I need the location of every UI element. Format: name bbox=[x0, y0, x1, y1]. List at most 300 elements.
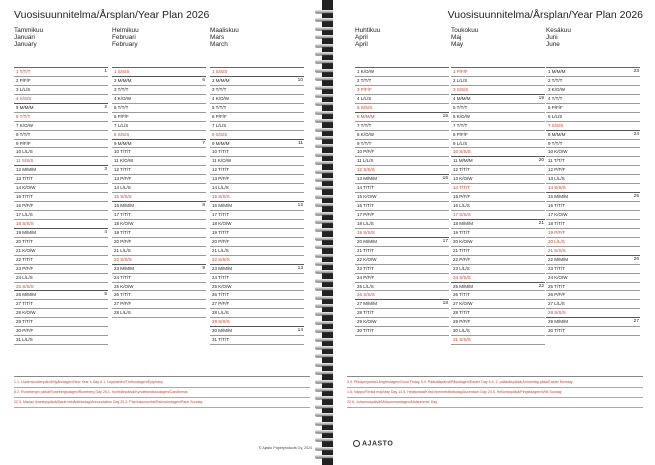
month-name-fi: Helmikuu bbox=[112, 27, 139, 34]
day-label: 4 K/O/W bbox=[114, 95, 132, 101]
day-row[interactable] bbox=[355, 274, 449, 283]
day-row[interactable] bbox=[112, 247, 206, 256]
day-row[interactable] bbox=[210, 122, 304, 131]
day-row[interactable] bbox=[355, 265, 449, 274]
day-row[interactable] bbox=[546, 157, 640, 166]
day-row[interactable] bbox=[210, 202, 304, 211]
week-number: 15 bbox=[442, 113, 448, 119]
day-row[interactable] bbox=[451, 291, 545, 300]
month-column bbox=[546, 27, 640, 336]
day-row[interactable] bbox=[355, 300, 449, 309]
day-row[interactable] bbox=[546, 202, 640, 211]
day-row[interactable] bbox=[355, 318, 449, 327]
day-row[interactable] bbox=[210, 148, 304, 157]
day-row[interactable] bbox=[112, 157, 206, 166]
day-row[interactable] bbox=[14, 175, 108, 184]
day-row[interactable] bbox=[451, 184, 545, 193]
week-number: 7 bbox=[202, 140, 205, 146]
day-label: 10 T/T/T bbox=[212, 149, 229, 155]
day-row[interactable] bbox=[14, 202, 108, 211]
week-number: 8 bbox=[202, 203, 205, 209]
day-row[interactable] bbox=[112, 265, 206, 274]
day-label: 20 P/F/F bbox=[212, 238, 230, 244]
day-row[interactable] bbox=[112, 193, 206, 202]
day-label: 22 M/M/M bbox=[548, 256, 569, 262]
day-label: 30 T/T/T bbox=[357, 328, 374, 334]
day-row[interactable] bbox=[210, 157, 304, 166]
day-label: 22 P/F/F bbox=[453, 256, 471, 262]
day-row[interactable] bbox=[451, 166, 545, 175]
day-row[interactable] bbox=[546, 247, 640, 256]
day-label: 24 L/L/S bbox=[16, 274, 33, 280]
day-row[interactable] bbox=[210, 86, 304, 95]
day-row[interactable] bbox=[14, 157, 108, 166]
day-row[interactable] bbox=[112, 220, 206, 229]
month-header bbox=[451, 27, 545, 67]
day-label: 7 L/L/S bbox=[114, 122, 129, 128]
day-label: 14 T/T/T bbox=[357, 185, 374, 191]
day-label: 6 K/O/W bbox=[453, 113, 471, 119]
day-row[interactable] bbox=[546, 68, 640, 77]
day-row[interactable] bbox=[451, 247, 545, 256]
day-label: 5 T/T/T bbox=[114, 104, 129, 110]
day-row[interactable] bbox=[355, 309, 449, 318]
day-row[interactable] bbox=[210, 327, 304, 336]
day-row[interactable] bbox=[355, 131, 449, 140]
day-row[interactable] bbox=[14, 86, 108, 95]
month-name-sv: Juni bbox=[546, 34, 558, 42]
day-row[interactable] bbox=[210, 309, 304, 318]
day-label: 24 P/F/F bbox=[357, 274, 375, 280]
day-row[interactable] bbox=[451, 274, 545, 283]
day-row[interactable] bbox=[451, 309, 545, 318]
day-label: 4 M/M/M bbox=[453, 95, 471, 101]
day-row[interactable] bbox=[14, 327, 108, 336]
day-row[interactable] bbox=[451, 283, 545, 292]
day-row[interactable] bbox=[112, 148, 206, 157]
day-label: 28 L/L/S bbox=[114, 310, 131, 316]
day-label: 8 S/S/S bbox=[114, 131, 130, 137]
day-label: 11 L/L/S bbox=[357, 158, 374, 164]
day-row[interactable] bbox=[451, 327, 545, 336]
day-label: 30 T/T/T bbox=[548, 328, 565, 334]
day-row[interactable] bbox=[355, 166, 449, 175]
day-label: 2 L/L/S bbox=[453, 77, 468, 83]
day-row[interactable] bbox=[355, 86, 449, 95]
day-label: 14 T/T/T bbox=[453, 185, 470, 191]
day-label: 7 K/O/W bbox=[16, 122, 34, 128]
day-row[interactable] bbox=[546, 77, 640, 86]
day-row[interactable] bbox=[210, 220, 304, 229]
day-row[interactable] bbox=[210, 300, 304, 309]
day-row[interactable] bbox=[546, 95, 640, 104]
day-row[interactable] bbox=[14, 256, 108, 265]
day-row[interactable] bbox=[14, 193, 108, 202]
week-number: 22 bbox=[538, 283, 544, 289]
day-label: 22 S/S/S bbox=[212, 256, 230, 262]
day-row[interactable] bbox=[355, 77, 449, 86]
day-row[interactable] bbox=[210, 193, 304, 202]
day-row[interactable] bbox=[355, 175, 449, 184]
day-label: 17 K/O/W bbox=[548, 212, 568, 217]
day-row[interactable] bbox=[210, 104, 304, 113]
day-row[interactable] bbox=[451, 318, 545, 327]
day-list bbox=[112, 67, 206, 318]
week-number: 25 bbox=[633, 194, 639, 200]
day-row[interactable] bbox=[546, 256, 640, 265]
day-row[interactable] bbox=[112, 131, 206, 140]
day-row[interactable] bbox=[14, 300, 108, 309]
day-label: 5 M/M/M bbox=[16, 104, 34, 110]
day-row[interactable] bbox=[546, 238, 640, 247]
day-label: 12 T/T/T bbox=[453, 167, 470, 173]
day-label: 10 K/O/W bbox=[548, 149, 568, 155]
day-row[interactable] bbox=[451, 211, 545, 220]
day-label: 15 M/M/M bbox=[548, 194, 569, 200]
day-row[interactable] bbox=[546, 113, 640, 122]
day-row[interactable] bbox=[210, 256, 304, 265]
day-row[interactable] bbox=[112, 256, 206, 265]
day-row[interactable] bbox=[451, 113, 545, 122]
day-label: 13 M/M/M bbox=[357, 176, 378, 182]
day-label: 12 T/T/T bbox=[114, 167, 131, 173]
day-row[interactable] bbox=[210, 247, 304, 256]
day-row[interactable] bbox=[14, 220, 108, 229]
day-label: 11 M/M/M bbox=[453, 158, 473, 164]
month-name-en: April bbox=[355, 41, 368, 49]
day-row[interactable] bbox=[112, 274, 206, 283]
day-label: 7 T/T/T bbox=[453, 122, 468, 128]
day-row[interactable] bbox=[14, 95, 108, 104]
day-row[interactable] bbox=[210, 140, 304, 149]
day-label: 17 L/L/S bbox=[16, 212, 33, 217]
day-label: 16 M/M/M bbox=[212, 203, 233, 209]
day-row[interactable] bbox=[14, 238, 108, 247]
day-row[interactable] bbox=[546, 184, 640, 193]
day-row[interactable] bbox=[546, 229, 640, 238]
day-row[interactable] bbox=[451, 157, 545, 166]
day-label: 5 S/S/S bbox=[357, 104, 373, 110]
day-row[interactable] bbox=[355, 291, 449, 300]
day-label: 28 K/O/W bbox=[16, 310, 36, 316]
day-row[interactable] bbox=[355, 211, 449, 220]
day-row[interactable] bbox=[14, 229, 108, 238]
day-row[interactable] bbox=[451, 229, 545, 238]
day-row[interactable] bbox=[14, 77, 108, 86]
day-row[interactable] bbox=[112, 104, 206, 113]
month-name-en: June bbox=[546, 41, 560, 49]
day-label: 6 M/M/M bbox=[357, 113, 375, 119]
day-label: 16 T/T/T bbox=[548, 203, 565, 209]
day-row[interactable] bbox=[355, 283, 449, 292]
day-row[interactable] bbox=[355, 148, 449, 157]
day-row[interactable] bbox=[112, 166, 206, 175]
day-row[interactable] bbox=[14, 113, 108, 122]
day-label: 24 S/S/S bbox=[453, 274, 471, 280]
day-row[interactable] bbox=[112, 86, 206, 95]
month-column bbox=[355, 27, 449, 336]
day-row[interactable] bbox=[355, 256, 449, 265]
day-label: 24 K/O/W bbox=[548, 274, 568, 280]
day-row[interactable] bbox=[546, 122, 640, 131]
day-label: 9 M/M/M bbox=[212, 140, 230, 146]
day-label: 22 K/O/W bbox=[357, 256, 377, 262]
day-row[interactable] bbox=[546, 175, 640, 184]
day-label: 12 S/S/S bbox=[357, 167, 375, 173]
day-label: 7 L/L/S bbox=[212, 122, 227, 128]
day-row[interactable] bbox=[451, 336, 545, 345]
month-name-fi: Toukokuu bbox=[451, 27, 479, 34]
day-row[interactable] bbox=[210, 274, 304, 283]
week-number: 10 bbox=[297, 77, 303, 83]
day-row[interactable] bbox=[355, 202, 449, 211]
week-number: 4 bbox=[104, 229, 107, 235]
day-label: 27 K/O/W bbox=[453, 301, 473, 307]
day-row[interactable] bbox=[112, 309, 206, 318]
day-label: 23 T/T/T bbox=[548, 265, 565, 271]
day-row[interactable] bbox=[546, 220, 640, 229]
day-row[interactable] bbox=[451, 68, 545, 77]
month-header bbox=[546, 27, 640, 67]
day-row[interactable] bbox=[355, 229, 449, 238]
day-row[interactable] bbox=[112, 122, 206, 131]
day-label: 28 L/L/S bbox=[212, 310, 229, 316]
day-row[interactable] bbox=[210, 318, 304, 327]
day-label: 19 T/T/T bbox=[212, 229, 229, 235]
day-label: 12 M/M/M bbox=[16, 167, 37, 173]
day-row[interactable] bbox=[451, 193, 545, 202]
day-label: 29 S/S/S bbox=[212, 319, 230, 325]
day-row[interactable] bbox=[355, 238, 449, 247]
brand-name: AJASTO bbox=[362, 440, 394, 448]
day-label: 9 L/L/S bbox=[453, 140, 468, 146]
day-row[interactable] bbox=[14, 283, 108, 292]
day-label: 5 T/T/T bbox=[453, 104, 468, 110]
day-row[interactable] bbox=[112, 238, 206, 247]
day-row[interactable] bbox=[546, 166, 640, 175]
day-row[interactable] bbox=[355, 220, 449, 229]
day-row[interactable] bbox=[355, 68, 449, 77]
day-row[interactable] bbox=[112, 202, 206, 211]
month-name-sv: Februari bbox=[112, 34, 136, 42]
day-row[interactable] bbox=[355, 113, 449, 122]
day-label: 11 T/T/T bbox=[548, 158, 565, 164]
day-row[interactable] bbox=[14, 122, 108, 131]
day-label: 4 T/T/T bbox=[548, 95, 563, 101]
holiday-line: 6.2. Runebergin päivä/Runebergsdagen/Runeberg Day 25.1. Kynttilänpäivä/Kyndelsmässodagen/Candlemas bbox=[14, 387, 310, 398]
day-row[interactable] bbox=[355, 122, 449, 131]
day-row[interactable] bbox=[355, 184, 449, 193]
day-label: 1 T/T/T bbox=[16, 69, 31, 74]
day-row[interactable] bbox=[451, 238, 545, 247]
day-row[interactable] bbox=[451, 131, 545, 140]
week-number: 5 bbox=[104, 292, 107, 298]
day-row[interactable] bbox=[14, 265, 108, 274]
day-row[interactable] bbox=[546, 140, 640, 149]
day-row[interactable] bbox=[355, 157, 449, 166]
holiday-notes bbox=[14, 376, 310, 404]
day-row[interactable] bbox=[112, 113, 206, 122]
day-label: 20 P/F/F bbox=[114, 238, 132, 244]
day-row[interactable] bbox=[451, 86, 545, 95]
day-label: 23 L/L/S bbox=[453, 265, 470, 271]
day-row[interactable] bbox=[546, 131, 640, 140]
day-label: 8 K/O/W bbox=[357, 131, 375, 137]
ajasto-logo-icon bbox=[353, 440, 360, 447]
day-row[interactable] bbox=[112, 95, 206, 104]
day-label: 28 S/S/S bbox=[548, 310, 566, 316]
day-row[interactable] bbox=[112, 291, 206, 300]
day-row[interactable] bbox=[546, 309, 640, 318]
day-row[interactable] bbox=[210, 113, 304, 122]
day-label: 16 L/L/S bbox=[453, 203, 470, 209]
day-row[interactable] bbox=[210, 238, 304, 247]
day-row[interactable] bbox=[210, 291, 304, 300]
day-label: 8 S/S/S bbox=[212, 131, 228, 137]
week-number: 19 bbox=[538, 95, 544, 101]
day-row[interactable] bbox=[546, 211, 640, 220]
week-number: 21 bbox=[538, 220, 544, 226]
day-row[interactable] bbox=[112, 211, 206, 220]
day-label: 9 T/T/T bbox=[357, 140, 372, 146]
day-label: 1 S/S/S bbox=[114, 69, 130, 74]
day-row[interactable] bbox=[210, 283, 304, 292]
day-label: 7 T/T/T bbox=[357, 122, 372, 128]
day-row[interactable] bbox=[546, 274, 640, 283]
day-row[interactable] bbox=[14, 211, 108, 220]
day-row[interactable] bbox=[355, 247, 449, 256]
day-row[interactable] bbox=[451, 140, 545, 149]
day-row[interactable] bbox=[451, 175, 545, 184]
day-row[interactable] bbox=[14, 104, 108, 113]
day-row[interactable] bbox=[546, 148, 640, 157]
day-row[interactable] bbox=[210, 131, 304, 140]
month-name-fi: Huhtikuu bbox=[355, 27, 381, 34]
day-row[interactable] bbox=[355, 193, 449, 202]
day-row[interactable] bbox=[210, 77, 304, 86]
day-label: 12 P/F/F bbox=[548, 167, 566, 173]
day-row[interactable] bbox=[112, 140, 206, 149]
day-row[interactable] bbox=[355, 327, 449, 336]
day-label: 26 P/F/F bbox=[548, 292, 566, 298]
day-row[interactable] bbox=[112, 68, 206, 77]
day-row[interactable] bbox=[112, 175, 206, 184]
day-row[interactable] bbox=[210, 166, 304, 175]
day-row[interactable] bbox=[546, 265, 640, 274]
day-row[interactable] bbox=[546, 291, 640, 300]
day-row[interactable] bbox=[451, 77, 545, 86]
day-row[interactable] bbox=[546, 86, 640, 95]
day-row[interactable] bbox=[451, 104, 545, 113]
week-number: 1 bbox=[104, 69, 107, 74]
day-list bbox=[355, 67, 449, 336]
day-row[interactable] bbox=[112, 77, 206, 86]
holiday-notes bbox=[347, 376, 643, 404]
day-row[interactable] bbox=[210, 211, 304, 220]
day-label: 7 S/S/S bbox=[548, 122, 564, 128]
day-label: 13 P/F/F bbox=[212, 176, 230, 182]
day-row[interactable] bbox=[14, 68, 108, 77]
day-row[interactable] bbox=[546, 318, 640, 327]
day-row[interactable] bbox=[112, 184, 206, 193]
day-row[interactable] bbox=[451, 202, 545, 211]
day-row[interactable] bbox=[14, 166, 108, 175]
day-row[interactable] bbox=[14, 140, 108, 149]
day-row[interactable] bbox=[112, 283, 206, 292]
month-name-sv: April bbox=[355, 34, 368, 42]
day-row[interactable] bbox=[210, 229, 304, 238]
day-row[interactable] bbox=[14, 291, 108, 300]
day-row[interactable] bbox=[210, 184, 304, 193]
day-label: 21 S/S/S bbox=[548, 247, 566, 253]
day-row[interactable] bbox=[355, 95, 449, 104]
page-title: Vuosisuunnitelma/Årsplan/Year Plan 2026 bbox=[14, 9, 210, 21]
day-row[interactable] bbox=[14, 247, 108, 256]
day-row[interactable] bbox=[210, 95, 304, 104]
day-row[interactable] bbox=[210, 175, 304, 184]
day-row[interactable] bbox=[14, 309, 108, 318]
day-row[interactable] bbox=[14, 184, 108, 193]
day-label: 15 P/F/F bbox=[453, 194, 471, 200]
day-row[interactable] bbox=[14, 336, 108, 345]
day-row[interactable] bbox=[451, 220, 545, 229]
day-row[interactable] bbox=[546, 327, 640, 336]
week-number: 11 bbox=[298, 140, 303, 146]
day-label: 11 K/O/W bbox=[212, 158, 232, 164]
day-label: 23 M/M/M bbox=[114, 265, 135, 271]
day-row[interactable] bbox=[451, 148, 545, 157]
day-label: 12 T/T/T bbox=[212, 167, 229, 173]
day-label: 21 T/T/T bbox=[357, 247, 374, 253]
day-label: 18 M/M/M bbox=[453, 220, 474, 226]
day-row[interactable] bbox=[112, 229, 206, 238]
day-row[interactable] bbox=[14, 318, 108, 327]
day-row[interactable] bbox=[546, 104, 640, 113]
day-row[interactable] bbox=[355, 140, 449, 149]
month-name-sv: Januari bbox=[14, 34, 35, 42]
day-label: 31 L/L/S bbox=[16, 337, 33, 343]
day-label: 2 T/T/T bbox=[357, 77, 372, 83]
day-row[interactable] bbox=[14, 131, 108, 140]
day-row[interactable] bbox=[546, 300, 640, 309]
day-row[interactable] bbox=[451, 256, 545, 265]
month-name-fi: Tammikuu bbox=[14, 27, 44, 34]
day-row[interactable] bbox=[112, 300, 206, 309]
day-row[interactable] bbox=[451, 265, 545, 274]
day-row[interactable] bbox=[210, 68, 304, 77]
day-row[interactable] bbox=[451, 300, 545, 309]
day-list bbox=[451, 67, 545, 345]
brand-logo bbox=[353, 440, 393, 447]
day-row[interactable] bbox=[355, 104, 449, 113]
day-row[interactable] bbox=[210, 336, 304, 345]
day-label: 21 K/O/W bbox=[16, 247, 36, 253]
day-row[interactable] bbox=[546, 283, 640, 292]
day-label: 3 T/T/T bbox=[212, 86, 227, 92]
day-row[interactable] bbox=[210, 265, 304, 274]
day-row[interactable] bbox=[451, 122, 545, 131]
right-page bbox=[333, 0, 655, 465]
day-row[interactable] bbox=[14, 274, 108, 283]
day-row[interactable] bbox=[451, 95, 545, 104]
day-list bbox=[546, 67, 640, 336]
page-title: Vuosisuunnitelma/Årsplan/Year Plan 2026 bbox=[447, 9, 643, 21]
day-label: 18 S/S/S bbox=[16, 220, 34, 226]
holiday-line: 3.4. Pitkäperjantai/Långfredagen/Good Friday 5.4. Pääsiäispäivä/Påskdagen/Easter Day 6.4. 2. pääsiäispäivä/Annandag påsk/Easter Monday bbox=[347, 377, 643, 388]
day-row[interactable] bbox=[546, 193, 640, 202]
day-row[interactable] bbox=[14, 148, 108, 157]
week-number: 24 bbox=[633, 131, 639, 137]
